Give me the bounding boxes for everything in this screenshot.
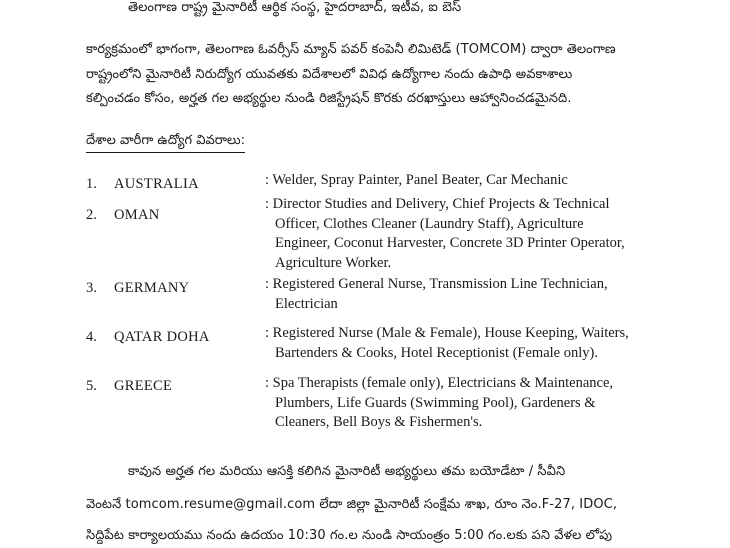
country-number: 3. [86, 280, 97, 296]
country-number: 2. [86, 207, 97, 223]
job-line: : Registered Nurse (Male & Female), House Keeping, Waiters, [265, 325, 629, 341]
country-name: GERMANY [114, 280, 190, 296]
job-list [265, 275, 608, 314]
job-line: Officer, Clothes Cleaner (Laundry Staff), Agriculture [275, 215, 584, 232]
job-line: Bartenders & Cooks, Hotel Receptionist (Female only). [275, 344, 598, 361]
intro-line-1: తెలంగాణ రాష్ట్ర మైనారిటీ ఆర్థిక సంస్థ, హైదరాబాద్, ఇటీవ, ఐ బెస్ [128, 0, 462, 15]
job-line: : Director Studies and Delivery, Chief Projects & Technical [265, 196, 610, 212]
closing-line-1: కావున అర్హత గల మరియు ఆసక్తి కలిగిన మైనారిటీ అభ్యర్థులు తమ బయోడేటా / సీవీని [128, 464, 566, 479]
country-number: 5. [86, 378, 97, 394]
country-name: OMAN [114, 207, 160, 223]
section-heading: దేశాల వారీగా ఉద్యోగ వివరాలు: [86, 133, 245, 153]
intro-line-4: కల్పించడం కోసం, అర్హత గల అభ్యర్థుల నుండి రిజిస్ట్రేషన్ కొరకు దరఖాస్తులు ఆహ్వానించడమైనది. [86, 91, 572, 106]
intro-line-2: కార్యక్రమంలో భాగంగా, తెలంగాణ ఓవర్సీస్ మ్యాన్ పవర్ కంపెనీ లిమిటెడ్ (TOMCOM) ద్వారా తెలంగాణ [86, 42, 616, 57]
job-line: : Welder, Spray Painter, Panel Beater, Car Mechanic [265, 172, 568, 188]
country-number: 1. [86, 176, 97, 192]
closing-line-3: సిద్దిపేట కార్యాలయము నందు ఉదయం 10:30 గం.ల నుండి సాయంత్రం 5:00 గం.లకు పని వేళల లోపు [86, 528, 613, 543]
job-line: Engineer, Coconut Harvester, Concrete 3D Printer Operator, [275, 235, 625, 251]
job-line: : Registered General Nurse, Transmission Line Technician, [265, 276, 608, 292]
job-line: Plumbers, Life Guards (Swimming Pool), Gardeners & [275, 394, 596, 411]
job-line: Agriculture Worker. [275, 254, 392, 271]
country-number: 4. [86, 329, 97, 345]
country-name: AUSTRALIA [114, 176, 199, 192]
closing-line-2: వెంటనే tomcom.resume@gmail.com లేదా జిల్లా మైనారిటీ సంక్షేమ శాఖ, రూం నెం.F-27, IDOC, [86, 497, 618, 512]
country-name: GREECE [114, 378, 173, 394]
job-list [265, 324, 629, 363]
job-list [265, 374, 613, 433]
job-list [265, 171, 568, 191]
job-line: Cleaners, Bell Boys & Fishermen's. [275, 414, 483, 430]
intro-line-3: రాష్ట్రంలోని మైనారిటీ నిరుద్యోగ యువతకు విదేశాలలో వివిధ ఉద్యోగాల నందు ఉపాధి అవకాశాలు [86, 67, 573, 82]
job-line: Electrician [275, 295, 338, 312]
job-list [265, 195, 625, 273]
job-line: : Spa Therapists (female only), Electricians & Maintenance, [265, 375, 614, 391]
country-name: QATAR DOHA [114, 329, 210, 345]
